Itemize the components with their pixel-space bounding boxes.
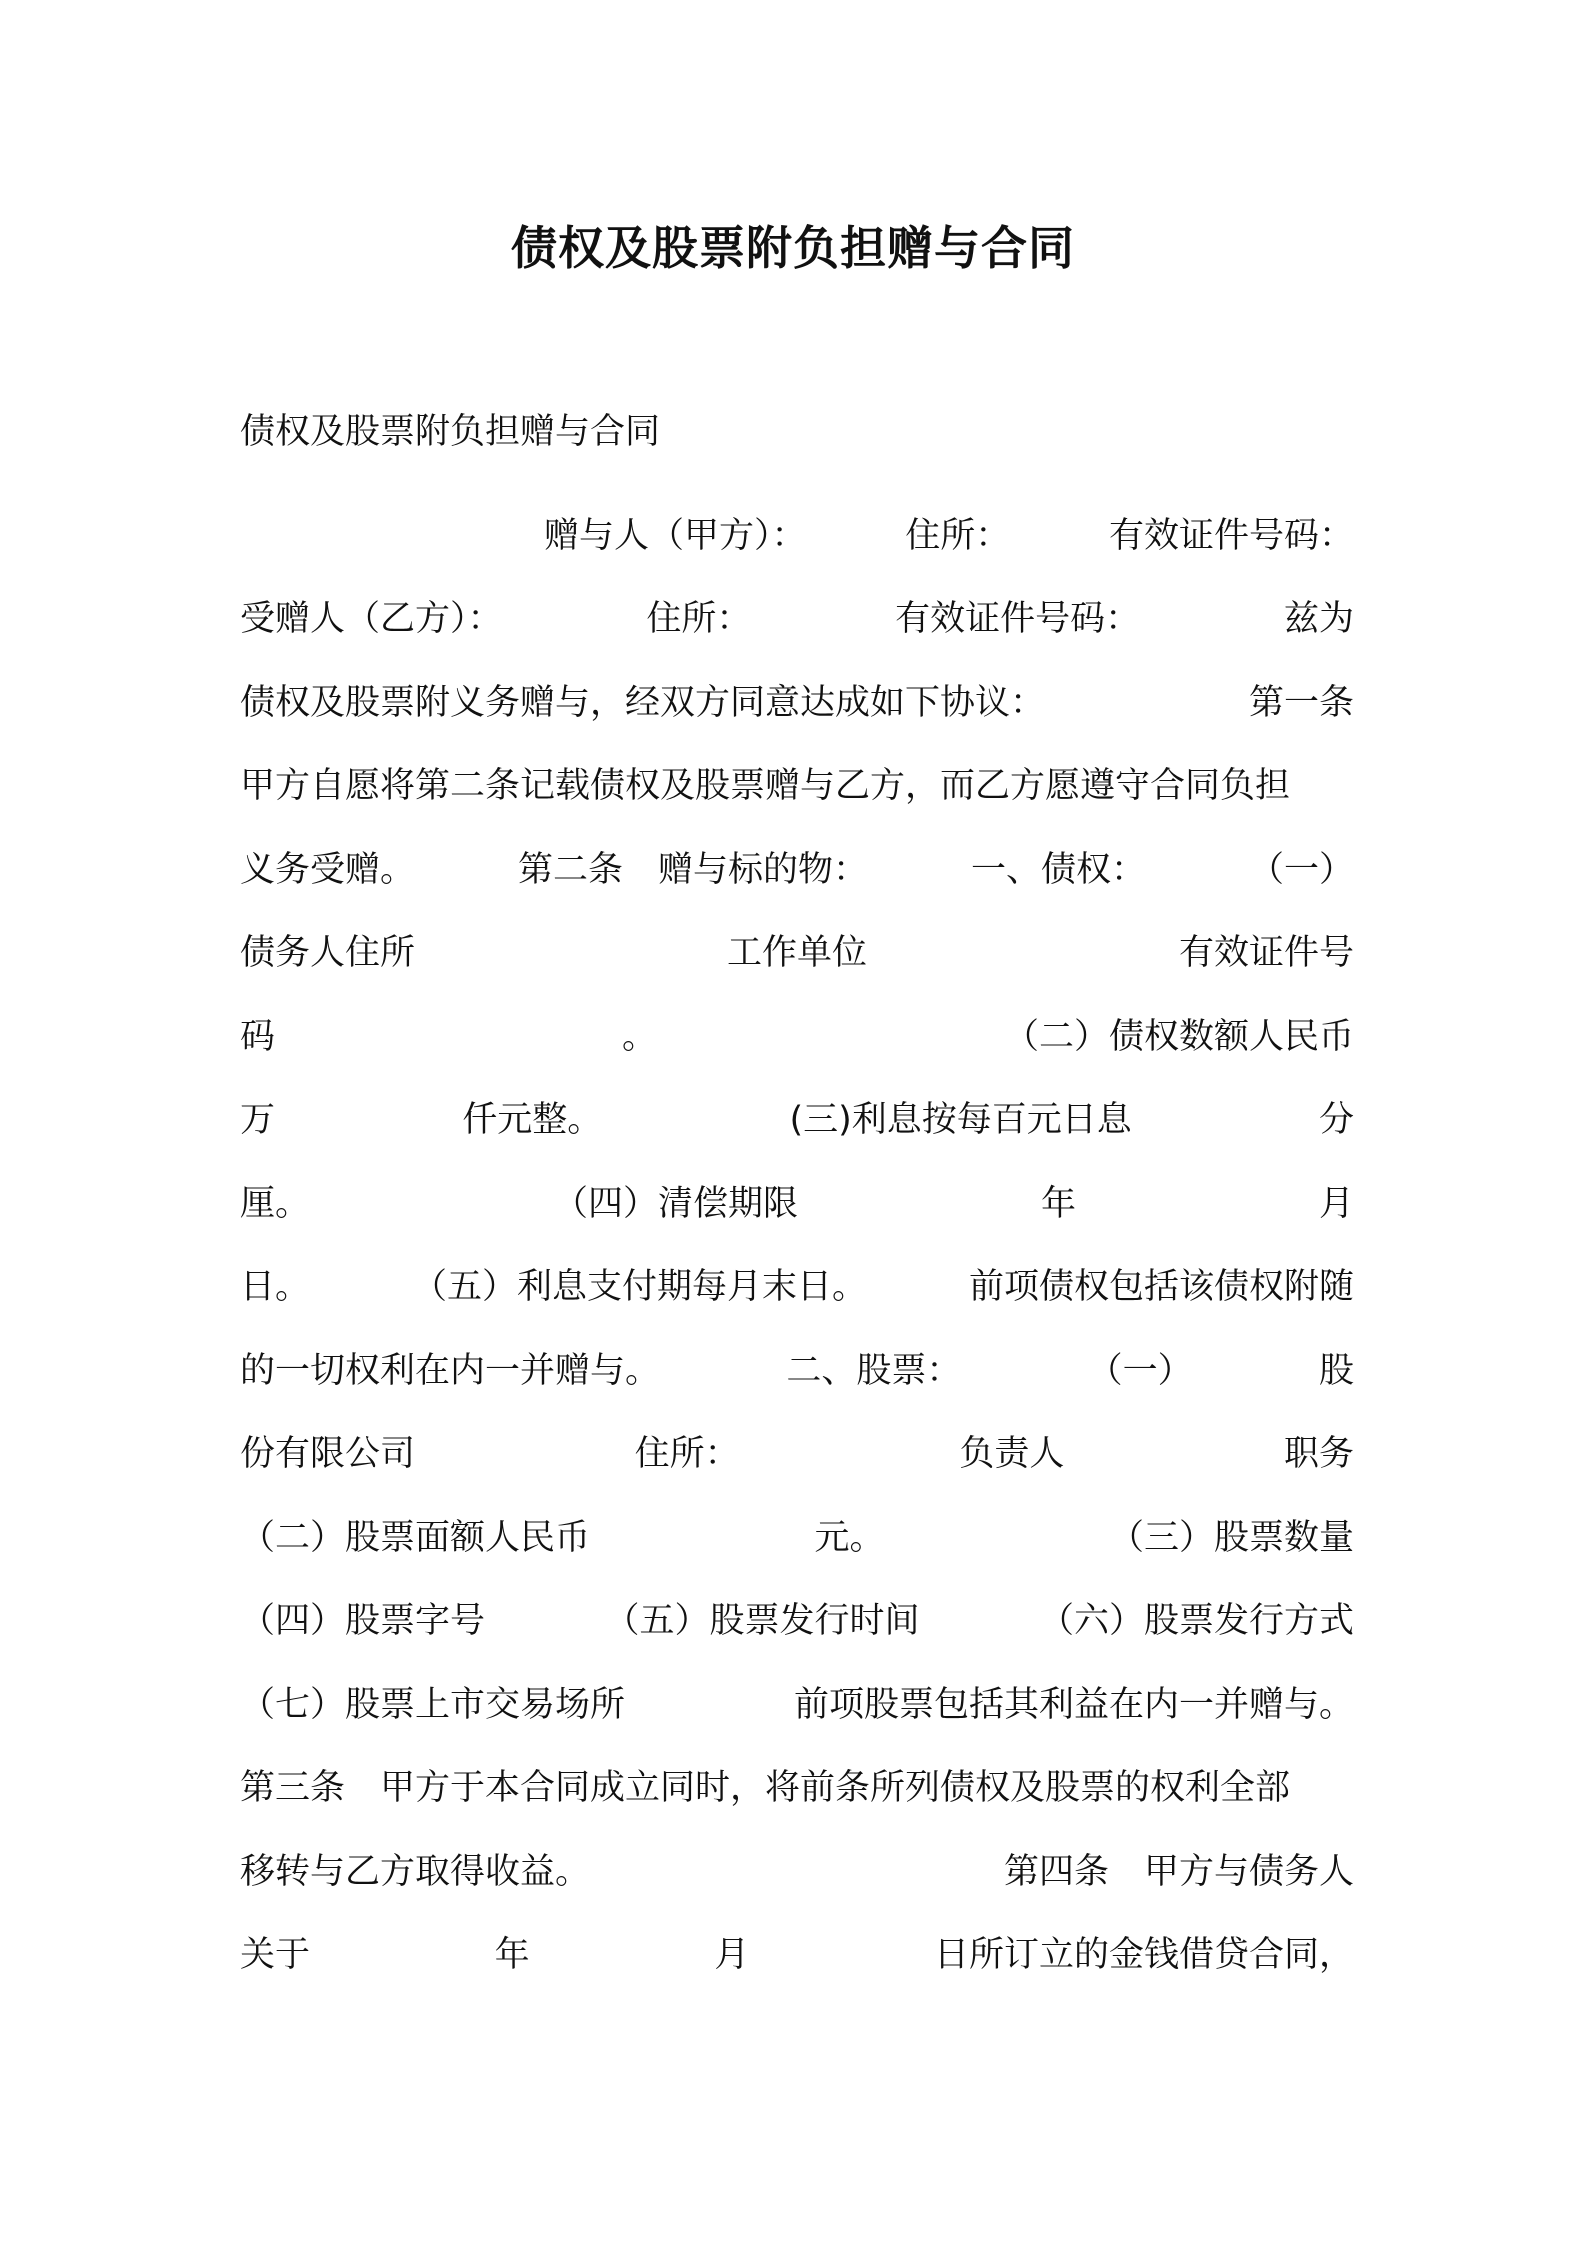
contract-text: 住所： xyxy=(634,1434,740,1475)
contract-text: 第四条 甲方与债务人 xyxy=(1003,1851,1354,1892)
contract-text: 年 xyxy=(1040,1183,1076,1224)
contract-text: （一） xyxy=(1087,1350,1193,1391)
contract-text: （四）股票字号 xyxy=(240,1601,486,1642)
contract-line xyxy=(240,1493,1354,1577)
contract-text: （七）股票上市交易场所 xyxy=(240,1684,626,1725)
contract-text: 月 xyxy=(1318,1183,1354,1224)
contract-text: 年 xyxy=(494,1935,530,1976)
contract-line xyxy=(240,1577,1354,1661)
contract-text: (三)利息按每百元日息 xyxy=(789,1100,1132,1141)
contract-text: 月 xyxy=(714,1935,750,1976)
contract-text: （二）债权数额人民币 xyxy=(1003,1016,1354,1057)
contract-text: 有效证件号 xyxy=(1178,933,1354,974)
contract-text: 码 xyxy=(240,1016,276,1057)
contract-line xyxy=(240,1410,1354,1494)
contract-text: 第二条 赠与标的物： xyxy=(517,849,868,890)
document-subtitle: 债权及股票附负担赠与合同 xyxy=(240,412,661,452)
contract-text: 负责人 xyxy=(959,1434,1065,1475)
contract-text: 债务人住所 xyxy=(240,933,416,974)
contract-text: 职务 xyxy=(1283,1434,1354,1475)
contract-line xyxy=(240,1243,1354,1327)
contract-text: （五）股票发行时间 xyxy=(604,1601,920,1642)
contract-text: 股 xyxy=(1318,1350,1354,1391)
contract-line xyxy=(240,825,1354,909)
contract-text: 元。 xyxy=(814,1517,885,1558)
contract-text: 前项股票包括其利益在内一并赠与。 xyxy=(793,1684,1354,1725)
contract-text: 住所： xyxy=(646,599,752,640)
contract-text: 住所： xyxy=(905,515,1011,556)
contract-text: 第一条 xyxy=(1248,682,1354,723)
contract-text: 有效证件号码： xyxy=(1108,515,1354,556)
contract-text: 的一切权利在内一并赠与。 xyxy=(240,1350,661,1391)
contract-line xyxy=(240,1159,1354,1243)
contract-text: 仟元整。 xyxy=(462,1100,603,1141)
contract-body xyxy=(240,491,1354,1994)
contract-line xyxy=(240,1827,1354,1911)
contract-text: 日。 xyxy=(240,1267,311,1308)
contract-line xyxy=(240,742,1354,826)
contract-text: 第三条 甲方于本合同成立同时，将前条所列债权及股票的权利全部 xyxy=(240,1768,1291,1809)
contract-text: 。 xyxy=(621,1016,657,1057)
contract-text: 工作单位 xyxy=(726,933,867,974)
contract-text: （三）股票数量 xyxy=(1108,1517,1354,1558)
contract-text: （四）清偿期限 xyxy=(552,1183,798,1224)
contract-text: 受赠人（乙方）： xyxy=(240,599,503,640)
contract-text: 一、债权： xyxy=(970,849,1146,890)
contract-text: （六）股票发行方式 xyxy=(1038,1601,1354,1642)
contract-text: （五）利息支付期每月末日。 xyxy=(411,1267,867,1308)
contract-text: 债权及股票附义务赠与，经双方同意达成如下协议： xyxy=(240,682,1046,723)
contract-text: 关于 xyxy=(240,1935,311,1976)
contract-text: 赠与人（甲方）： xyxy=(544,515,807,556)
contract-text: 义务受赠。 xyxy=(240,849,416,890)
contract-text: 甲方自愿将第二条记载债权及股票赠与乙方，而乙方愿遵守合同负担 xyxy=(240,766,1291,807)
contract-text: 日所订立的金钱借贷合同， xyxy=(933,1935,1354,1976)
contract-line xyxy=(240,658,1354,742)
contract-text: （二）股票面额人民币 xyxy=(240,1517,591,1558)
contract-line xyxy=(240,992,1354,1076)
contract-line xyxy=(240,491,1354,575)
contract-line xyxy=(240,1911,1354,1995)
contract-line xyxy=(240,1744,1354,1828)
contract-text: （一） xyxy=(1248,849,1354,890)
contract-text: 前项债权包括该债权附随 xyxy=(968,1267,1354,1308)
document-title: 债权及股票附负担赠与合同 xyxy=(511,221,1075,275)
contract-text: 厘。 xyxy=(240,1183,311,1224)
contract-text: 移转与乙方取得收益。 xyxy=(240,1851,591,1892)
contract-text: 万 xyxy=(240,1100,276,1141)
contract-text: 二、股票： xyxy=(786,1350,962,1391)
contract-text: 有效证件号码： xyxy=(895,599,1141,640)
contract-line xyxy=(240,1326,1354,1410)
contract-text: 分 xyxy=(1318,1100,1354,1141)
contract-line xyxy=(240,1660,1354,1744)
contract-text: 份有限公司 xyxy=(240,1434,416,1475)
contract-line xyxy=(240,575,1354,659)
contract-line xyxy=(240,909,1354,993)
contract-line xyxy=(240,1076,1354,1160)
contract-text: 兹为 xyxy=(1283,599,1354,640)
